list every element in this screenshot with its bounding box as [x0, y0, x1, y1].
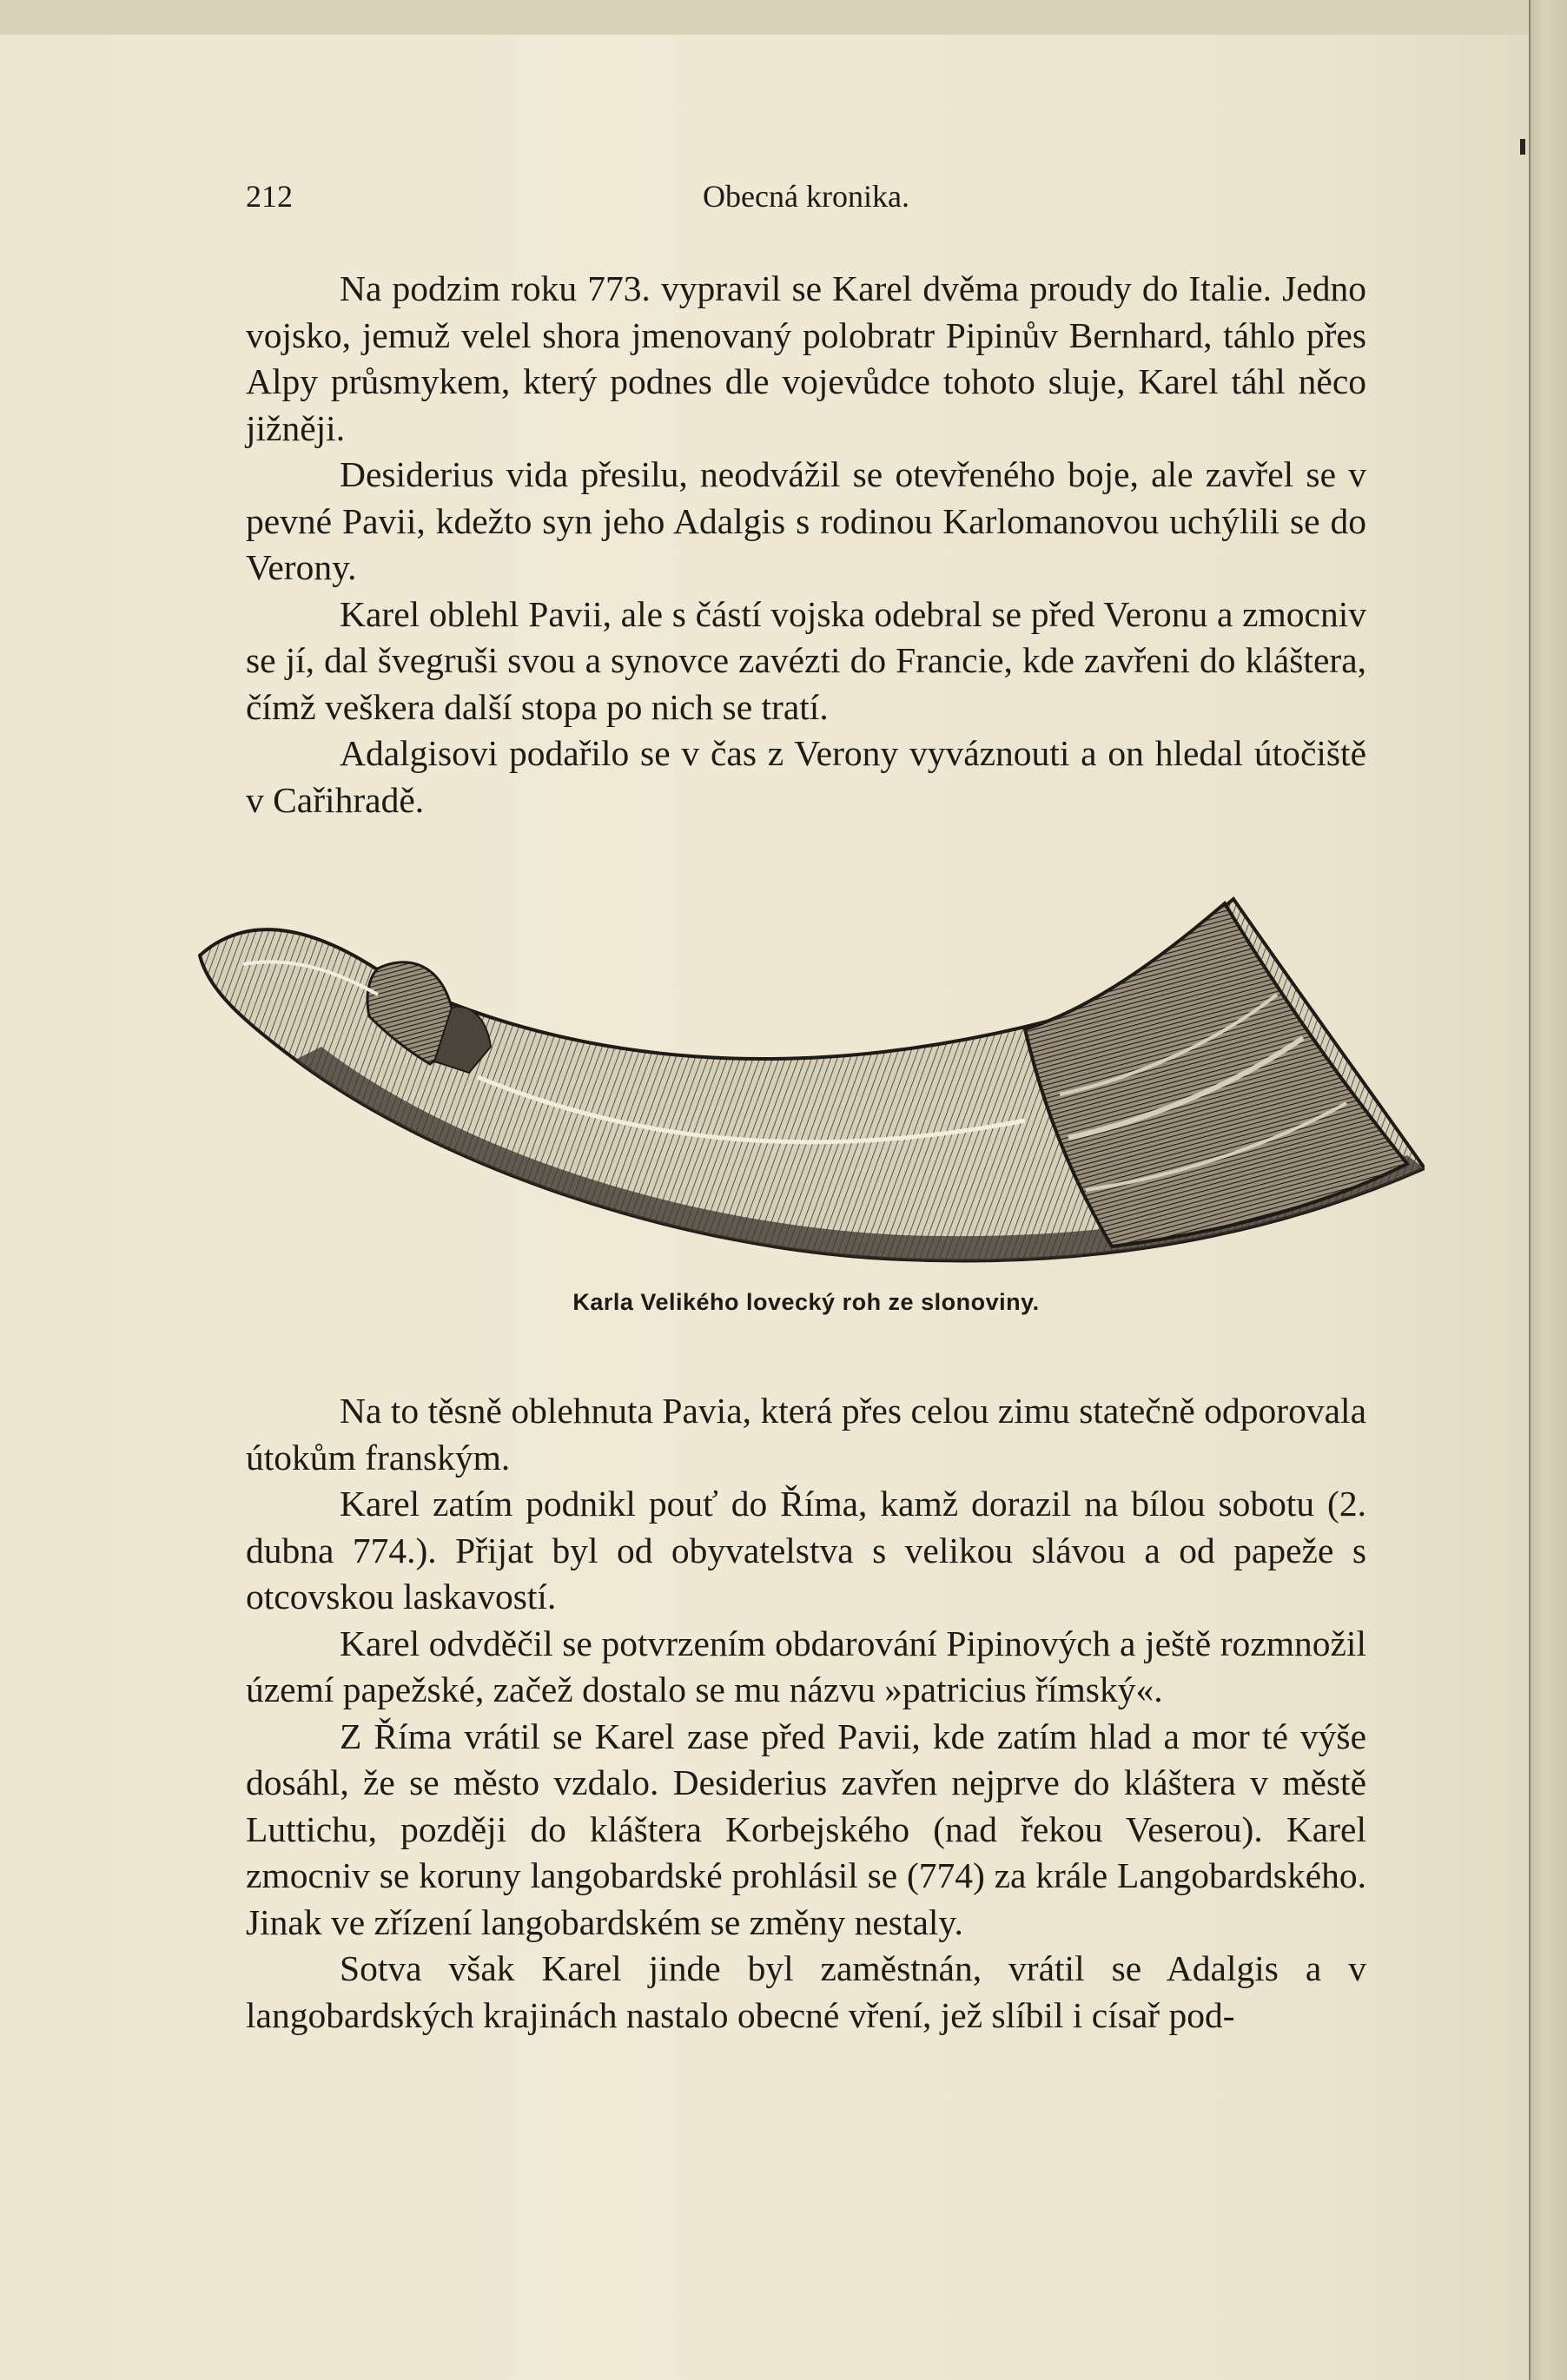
- paragraph: Karel odvděčil se potvrzením obdarování Pipinových a ještě rozmnožil území papežské, začež dostalo se mu názvu »patricius římský«.: [246, 1623, 1366, 1709]
- text-block-top: [246, 266, 1366, 823]
- text-block-bottom: [246, 1388, 1366, 2039]
- margin-speck: [1520, 139, 1525, 155]
- running-title: Obecná kronika.: [703, 179, 909, 214]
- paragraph: Adalgisovi podařilo se v čas z Verony vyváznouti a on hledal útočiště v Cařihradě.: [246, 733, 1366, 820]
- page-header: [246, 178, 1366, 217]
- figure-caption: Karla Velikého lovecký roh ze slonoviny.: [572, 1289, 1040, 1315]
- paragraph: Z Říma vrátil se Karel zase před Pavii, kde zatím hlad a mor té výše dosáhl, že se město vzdalo. Desiderius zavřen nejprve do kláštera v městě Luttichu, později do kláštera Korbejského (nad řekou Veserou). Karel zmocniv se koruny langobardské prohlásil se (774) za krále Langobardského. Jinak ve zřízení langobardském se změny nestaly.: [246, 1716, 1366, 1942]
- paragraph: Sotva však Karel jinde byl zaměstnán, vrátil se Adalgis a v langobardských krajinách nastalo obecné vření, jež slíbil i císař pod-: [246, 1948, 1366, 2035]
- page-number: 212: [246, 179, 293, 214]
- page-top-edge: [0, 0, 1529, 35]
- book-gutter: [1529, 0, 1567, 2380]
- paragraph: Na to těsně oblehnuta Pavia, která přes celou zimu statečně odporovala útokům franským.: [246, 1391, 1366, 1478]
- paragraph: Na podzim roku 773. vypravil se Karel dvěma proudy do Italie. Jedno vojsko, jemuž velel shora jmenovaný polobratr Pipinův Bernhard, táhlo přes Alpy průsmykem, který podnes dle vojevůdce tohoto sluje, Karel táhl něco jižněji.: [246, 268, 1366, 448]
- paragraph: Karel oblehl Pavii, ale s částí vojska odebral se před Veronu a zmocniv se jí, dal švegruši svou a synovce zavézti do Francie, kde zavřeni do kláštera, čímž veškera další stopa po nich se tratí.: [246, 593, 1366, 727]
- hunting-horn-illustration: [191, 877, 1425, 1277]
- paragraph: Karel zatím podnikl pouť do Říma, kamž dorazil na bílou sobotu (2. dubna 774.). Přijat byl od obyvatelstva s velikou slávou a od papeže s otcovskou laskavostí.: [246, 1484, 1366, 1616]
- paragraph: Desiderius vida přesilu, neodvážil se otevřeného boje, ale zavřel se v pevné Pavii, kdežto syn jeho Adalgis s rodinou Karlomanovou uchýlili se do Verony.: [246, 454, 1366, 587]
